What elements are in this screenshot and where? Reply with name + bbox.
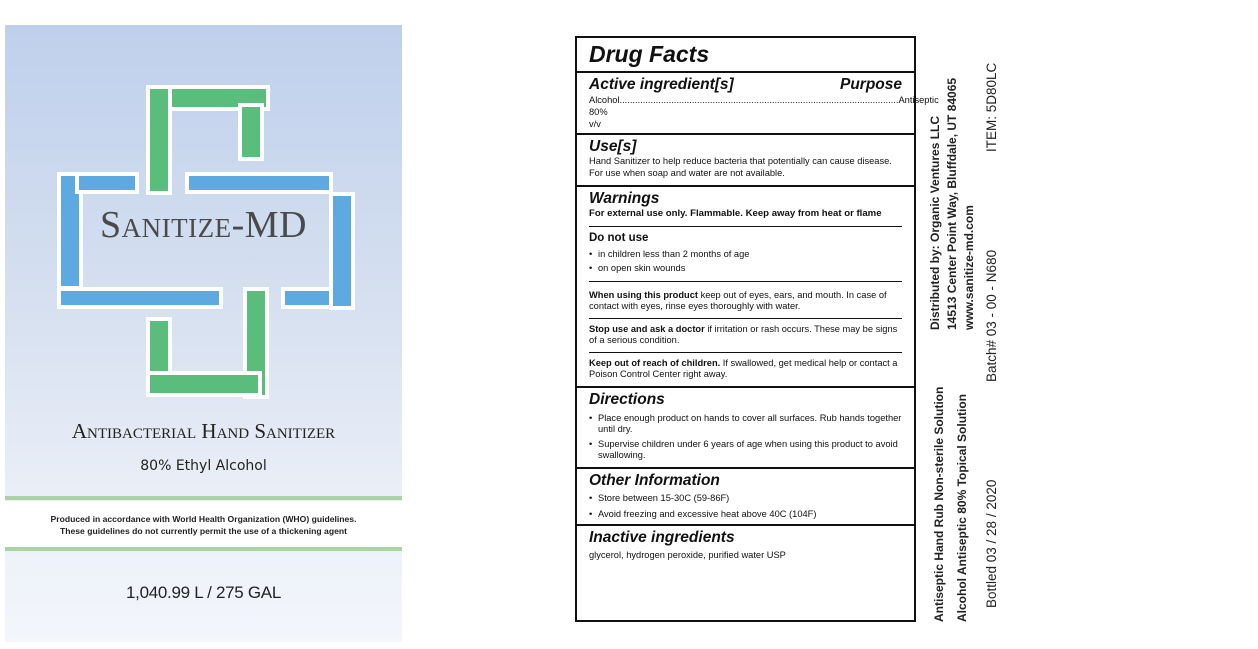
rule	[577, 185, 914, 187]
product-subtitle: Antibacterial Hand Sanitizer	[71, 419, 336, 443]
volume-text: 1,040.99 L / 275 GAL	[126, 583, 281, 602]
list-item: • Supervise children under 6 years of age when using this product to avoid swallowing.	[598, 439, 902, 462]
distributor: Distributed by: Organic Ventures LLC	[928, 115, 942, 330]
active-ingredient-header	[589, 75, 902, 94]
when-using-lead: When using this product	[589, 289, 698, 300]
uses-heading: Use[s]	[589, 138, 637, 155]
alcohol-percentage: 80% Ethyl Alcohol	[140, 458, 267, 474]
other-information-heading: Other Information	[589, 471, 720, 489]
logo-bar-mid-green-bottom	[146, 317, 172, 375]
drug-facts-title: Drug Facts	[589, 41, 710, 67]
bottled-date: Bottled 03 / 28 / 2020	[984, 479, 999, 608]
rule	[589, 226, 902, 227]
item-number: ITEM: 5D80LC	[984, 62, 999, 152]
batch-number: Batch# 03 - 00 - N680	[984, 249, 999, 382]
logo-bar-bottom-right-blue	[281, 287, 333, 309]
keep-out-lead: Keep out of reach of children.	[589, 357, 721, 368]
front-label-panel	[5, 25, 402, 642]
keep-out-paragraph	[589, 353, 902, 386]
distributor-address: 14513 Center Point Way, Bluffdale, UT 84065	[945, 77, 959, 330]
purpose-heading: Purpose	[839, 76, 902, 93]
who-line-2: These guidelines do not currently permit the use of a thickening agent	[60, 526, 347, 536]
list-item: • on open skin wounds	[598, 263, 902, 275]
stop-use-text: if irritation or rash occurs. These may be signs of a serious condition.	[589, 323, 898, 345]
directions-list	[589, 413, 902, 462]
warnings-text: For external use only. Flammable. Keep away from heat or flame	[589, 208, 882, 219]
list-item: • Place enough product on hands to cover all surfaces. Rub hands together until dry.	[598, 413, 902, 436]
do-not-use-heading: Do not use	[589, 231, 649, 244]
logo-bar-left-green	[146, 85, 172, 195]
brand-name	[5, 203, 402, 247]
inactive-ingredients-text: glycerol, hydrogen peroxide, purified water USP	[589, 549, 786, 560]
logo-bar-mid-green-top	[238, 103, 264, 161]
other-information-list	[589, 493, 902, 521]
logo-bar-bottom-green	[146, 371, 262, 397]
rule	[577, 386, 914, 388]
list-item: • Store between 15-30C (59-86F)	[598, 493, 902, 505]
logo-bar-top-right-blue	[185, 172, 333, 194]
list-item: • Avoid freezing and excessive heat above 40C (104F)	[598, 509, 902, 521]
when-using-paragraph	[589, 282, 902, 318]
warnings-heading: Warnings	[589, 190, 660, 207]
brand-rest: anitize-MD	[121, 204, 307, 246]
directions-heading: Directions	[589, 390, 665, 408]
who-notice	[5, 501, 402, 547]
band-bottom-line	[5, 547, 402, 551]
keep-out-text: If swallowed, get medical help or contact a Poison Control Center right away.	[589, 357, 898, 379]
band-top-line	[5, 496, 402, 500]
rule	[577, 467, 914, 469]
active-ingredient-name: Alcohol 80% v/v	[589, 95, 620, 129]
product-line-1: Antiseptic Hand Rub Non-sterile Solution	[932, 386, 946, 622]
stop-use-paragraph	[589, 319, 902, 352]
stop-use-lead: Stop use and ask a doctor	[589, 323, 705, 334]
website: www.sanitize-md.com	[962, 205, 976, 330]
list-item: • in children less than 2 months of age	[598, 249, 902, 261]
do-not-use-list	[589, 249, 902, 275]
brand-initial: S	[100, 204, 122, 246]
logo-bar-bottom-left-blue	[57, 287, 223, 309]
rule	[577, 524, 914, 526]
rule	[577, 71, 914, 73]
who-line-1: Produced in accordance with World Health Organization (WHO) guidelines.	[50, 514, 357, 524]
active-ingredient-heading: Active ingredient[s]	[589, 76, 734, 93]
active-ingredient-purpose: Antiseptic	[898, 95, 939, 105]
when-using-text: keep out of eyes, ears, and mouth. In case of contact with eyes, rinse eyes thoroughly with water.	[589, 289, 887, 311]
product-line-2: Alcohol Antiseptic 80% Topical Solution	[955, 393, 969, 622]
rule	[577, 133, 914, 135]
inactive-ingredients-heading: Inactive ingredients	[589, 528, 735, 546]
leader-dots: ............................................................................................................	[619, 95, 899, 105]
logo-bar-top-left-blue	[75, 172, 139, 194]
active-ingredient-row	[589, 94, 939, 130]
uses-text: Hand Sanitizer to help reduce bacteria that potentially can cause disease. For use when soap and water are not available.	[589, 156, 892, 178]
